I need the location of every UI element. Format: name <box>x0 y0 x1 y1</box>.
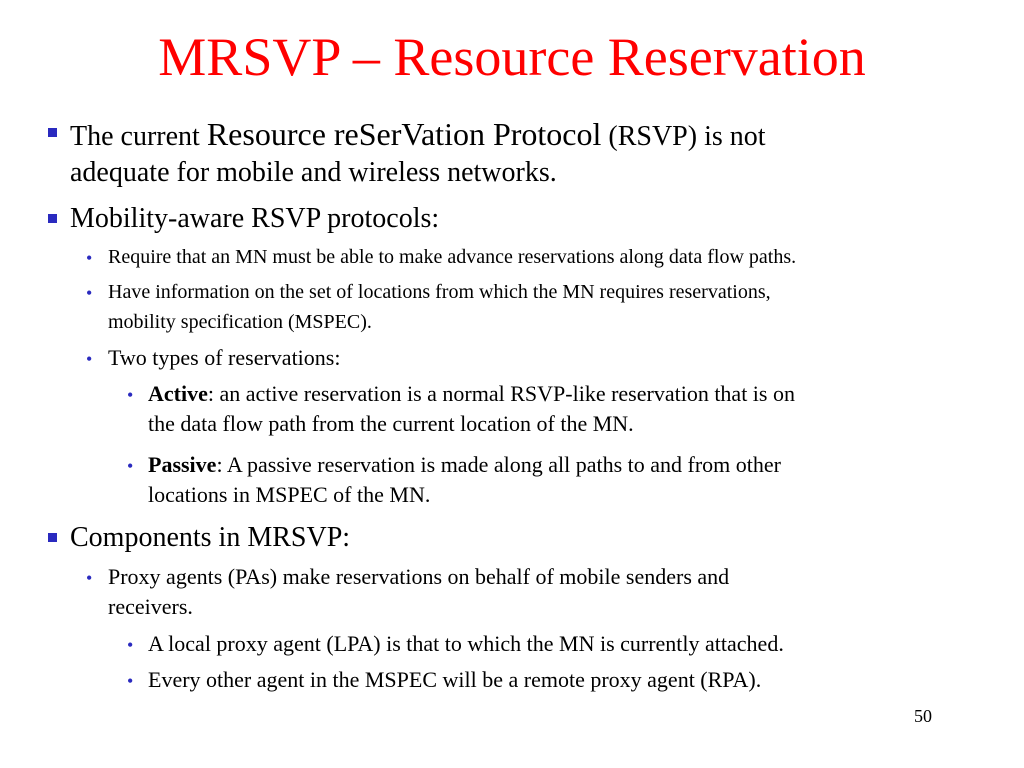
dot-bullet-icon: • <box>86 349 93 369</box>
square-bullet-icon <box>48 128 57 137</box>
bullet-two-types: Two types of reservations: <box>108 345 341 370</box>
dot-bullet-icon: • <box>127 635 134 655</box>
bullet-mobility-aware: Mobility-aware RSVP protocols: <box>70 203 440 234</box>
dot-bullet-icon: • <box>127 385 134 405</box>
square-bullet-icon <box>48 533 57 542</box>
bullet-rsvp-inadequate: The current Resource reSerVation Protocol (RSVP) is not adequate for mobile and wireless networks. <box>70 116 766 188</box>
bullet-proxy-agents: Proxy agents (PAs) make reservations on behalf of mobile senders and receivers. <box>108 564 730 619</box>
bullet-lpa: A local proxy agent (LPA) is that to which the MN is currently attached. <box>148 631 784 656</box>
slide-title: MRSVP – Resource Reservation <box>158 27 866 87</box>
page-number: 50 <box>914 706 932 726</box>
square-bullet-icon <box>48 214 57 223</box>
dot-bullet-icon: • <box>127 456 134 476</box>
bullet-mspec: Have information on the set of locations from which the MN requires reservations, mobility specification (MSPEC). <box>108 281 771 333</box>
dot-bullet-icon: • <box>86 248 93 268</box>
bullet-active: Active: an active reservation is a normal RSVP-like reservation that is on the data flow path from the current location of the MN. <box>148 381 795 436</box>
dot-bullet-icon: • <box>127 671 134 691</box>
bullet-advance-reservations: Require that an MN must be able to make advance reservations along data flow paths. <box>108 246 797 268</box>
dot-bullet-icon: • <box>86 568 93 588</box>
bullet-components: Components in MRSVP: <box>70 522 351 553</box>
bullet-passive: Passive: A passive reservation is made along all paths to and from other locations in MSPEC of the MN. <box>148 452 781 507</box>
bullet-rpa: Every other agent in the MSPEC will be a remote proxy agent (RPA). <box>148 667 762 692</box>
dot-bullet-icon: • <box>86 283 93 303</box>
